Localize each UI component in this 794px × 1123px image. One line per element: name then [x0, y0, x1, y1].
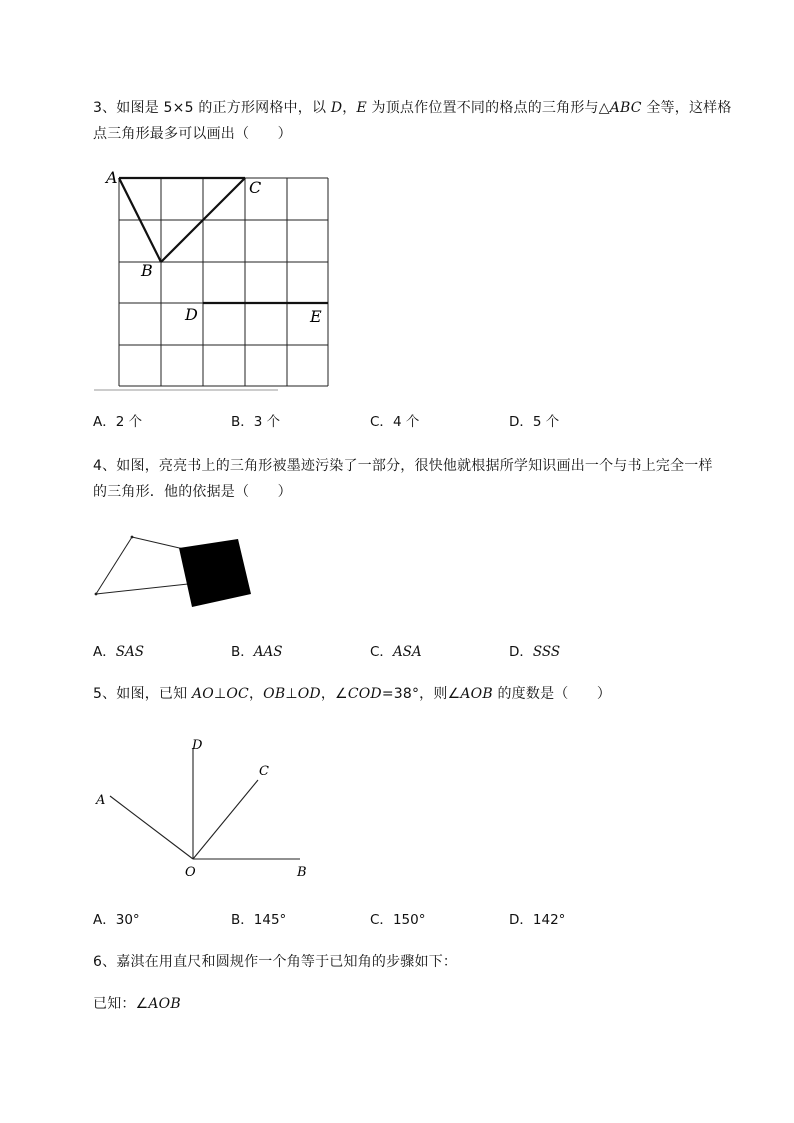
label-b: B: [297, 865, 307, 880]
ink-blot: [179, 539, 251, 607]
vertex-left: [95, 593, 98, 596]
q5-option-c[interactable]: C．150°: [370, 912, 426, 928]
grid-lines: [119, 178, 328, 386]
label-d: D: [185, 305, 198, 324]
q4-option-c[interactable]: C．ASA: [370, 644, 422, 660]
q3-grid-figure: [88, 168, 348, 394]
q4-stem-line2: 的三角形．他的依据是（ ）: [93, 484, 292, 500]
ray-oc: [193, 780, 258, 859]
q5-angle-figure: [88, 730, 318, 882]
label-a: A: [96, 793, 106, 808]
label-a: A: [106, 168, 118, 187]
label-o: O: [185, 865, 196, 880]
q5-option-d[interactable]: D．142°: [509, 912, 566, 928]
ray-oa: [110, 796, 193, 859]
label-c: C: [249, 178, 262, 197]
q6-known: 已知：∠AOB: [93, 996, 181, 1012]
partial-triangle: [96, 537, 188, 594]
q4-option-b[interactable]: B．AAS: [231, 644, 283, 660]
q5-stem: 5、如图，已知 AO⊥OC，OB⊥OD，∠COD=38°，则∠AOB 的度数是（ ）: [93, 686, 612, 702]
q6-stem: 6、嘉淇在用直尺和圆规作一个角等于已知角的步骤如下：: [93, 954, 458, 970]
q4-option-a[interactable]: A．SAS: [93, 644, 144, 660]
q3-stem-line1: 3、如图是 5×5 的正方形网格中，以 D，E 为顶点作位置不同的格点的三角形与△ABC 全等，这样格: [93, 100, 732, 116]
label-d: D: [192, 738, 203, 753]
rays: [110, 748, 300, 859]
q3-option-a[interactable]: A．2 个: [93, 414, 143, 430]
q4-ink-triangle-figure: [88, 528, 268, 616]
q5-option-b[interactable]: B．145°: [231, 912, 287, 928]
vertex-top: [131, 536, 134, 539]
q3-option-c[interactable]: C．4 个: [370, 414, 420, 430]
label-b: B: [141, 261, 153, 280]
q4-option-d[interactable]: D．SSS: [509, 644, 561, 660]
q3-stem-line2: 点三角形最多可以画出（ ）: [93, 126, 292, 142]
label-e: E: [310, 307, 322, 326]
q4-stem-line1: 4、如图，亮亮书上的三角形被墨迹污染了一部分，很快他就根据所学知识画出一个与书上完全一样: [93, 458, 713, 474]
label-c: C: [259, 764, 269, 779]
q3-option-d[interactable]: D．5 个: [509, 414, 560, 430]
q3-option-b[interactable]: B．3 个: [231, 414, 281, 430]
q5-option-a[interactable]: A．30°: [93, 912, 140, 928]
